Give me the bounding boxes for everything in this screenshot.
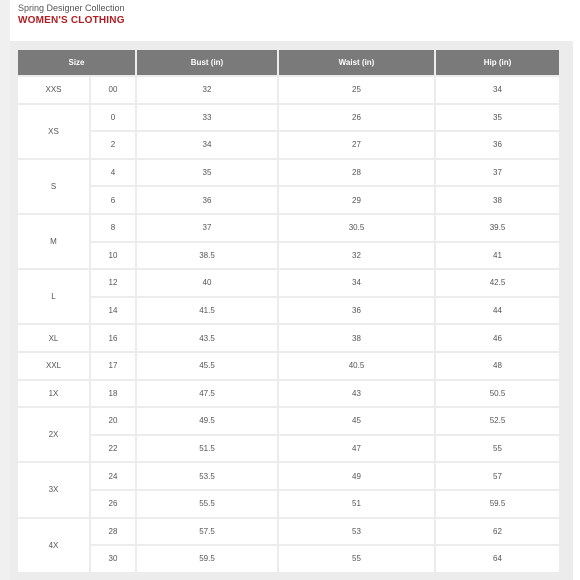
bust-cell: 37: [137, 215, 277, 241]
size-letter-cell: S: [18, 160, 89, 213]
size-number-cell: 18: [91, 381, 135, 407]
size-number-cell: 28: [91, 519, 135, 545]
size-number-cell: 4: [91, 160, 135, 186]
table-row: [18, 519, 559, 545]
table-row: [18, 160, 559, 186]
table-row: [18, 381, 559, 407]
table-row: [18, 298, 559, 324]
table-row: [18, 243, 559, 269]
table-row: [18, 325, 559, 351]
bust-cell: 32: [137, 77, 277, 103]
size-number-cell: 22: [91, 436, 135, 462]
size-number-cell: 00: [91, 77, 135, 103]
size-number-cell: 30: [91, 546, 135, 572]
size-letter-cell: 2X: [18, 408, 89, 461]
waist-cell: 49: [279, 463, 434, 489]
bust-cell: 57.5: [137, 519, 277, 545]
collection-subtitle: Spring Designer Collection: [18, 3, 125, 13]
bust-cell: 40: [137, 270, 277, 296]
waist-cell: 55: [279, 546, 434, 572]
bust-cell: 35: [137, 160, 277, 186]
hip-cell: 36: [436, 132, 559, 158]
waist-cell: 25: [279, 77, 434, 103]
bust-cell: 34: [137, 132, 277, 158]
column-header-waist: Waist (in): [279, 50, 434, 75]
table-row: [18, 408, 559, 434]
hip-cell: 44: [436, 298, 559, 324]
size-chart-table: [16, 48, 561, 574]
bust-cell: 49.5: [137, 408, 277, 434]
size-number-cell: 0: [91, 105, 135, 131]
size-letter-cell: XL: [18, 325, 89, 351]
page-title: WOMEN'S CLOTHING: [18, 15, 125, 26]
table-row: [18, 215, 559, 241]
size-letter-cell: M: [18, 215, 89, 268]
size-letter-cell: XS: [18, 105, 89, 158]
bust-cell: 33: [137, 105, 277, 131]
hip-cell: 64: [436, 546, 559, 572]
hip-cell: 34: [436, 77, 559, 103]
size-number-cell: 6: [91, 187, 135, 213]
bust-cell: 36: [137, 187, 277, 213]
table-row: [18, 491, 559, 517]
table-row: [18, 546, 559, 572]
waist-cell: 43: [279, 381, 434, 407]
size-number-cell: 10: [91, 243, 135, 269]
size-letter-cell: 4X: [18, 519, 89, 572]
size-number-cell: 26: [91, 491, 135, 517]
size-chart-body: [18, 77, 559, 572]
size-number-cell: 20: [91, 408, 135, 434]
bust-cell: 41.5: [137, 298, 277, 324]
waist-cell: 27: [279, 132, 434, 158]
size-number-cell: 16: [91, 325, 135, 351]
table-header-row: [18, 50, 559, 75]
hip-cell: 59.5: [436, 491, 559, 517]
hip-cell: 35: [436, 105, 559, 131]
table-row: [18, 463, 559, 489]
waist-cell: 30.5: [279, 215, 434, 241]
hip-cell: 37: [436, 160, 559, 186]
bust-cell: 38.5: [137, 243, 277, 269]
waist-cell: 26: [279, 105, 434, 131]
waist-cell: 34: [279, 270, 434, 296]
waist-cell: 36: [279, 298, 434, 324]
table-row: [18, 105, 559, 131]
hip-cell: 42.5: [436, 270, 559, 296]
size-letter-cell: XXL: [18, 353, 89, 379]
size-letter-cell: 1X: [18, 381, 89, 407]
hip-cell: 46: [436, 325, 559, 351]
hip-cell: 41: [436, 243, 559, 269]
size-letter-cell: L: [18, 270, 89, 323]
hip-cell: 57: [436, 463, 559, 489]
waist-cell: 28: [279, 160, 434, 186]
waist-cell: 53: [279, 519, 434, 545]
hip-cell: 62: [436, 519, 559, 545]
size-number-cell: 8: [91, 215, 135, 241]
waist-cell: 38: [279, 325, 434, 351]
size-number-cell: 2: [91, 132, 135, 158]
waist-cell: 29: [279, 187, 434, 213]
bust-cell: 55.5: [137, 491, 277, 517]
waist-cell: 51: [279, 491, 434, 517]
bust-cell: 51.5: [137, 436, 277, 462]
column-header-size: Size: [18, 50, 135, 75]
bust-cell: 43.5: [137, 325, 277, 351]
waist-cell: 45: [279, 408, 434, 434]
table-row: [18, 77, 559, 103]
waist-cell: 40.5: [279, 353, 434, 379]
bust-cell: 59.5: [137, 546, 277, 572]
hip-cell: 50.5: [436, 381, 559, 407]
hip-cell: 38: [436, 187, 559, 213]
table-row: [18, 436, 559, 462]
size-number-cell: 14: [91, 298, 135, 324]
column-header-bust: Bust (in): [137, 50, 277, 75]
size-letter-cell: XXS: [18, 77, 89, 103]
size-letter-cell: 3X: [18, 463, 89, 516]
bust-cell: 53.5: [137, 463, 277, 489]
hip-cell: 39.5: [436, 215, 559, 241]
hip-cell: 48: [436, 353, 559, 379]
table-row: [18, 353, 559, 379]
size-number-cell: 12: [91, 270, 135, 296]
table-row: [18, 270, 559, 296]
table-row: [18, 132, 559, 158]
bust-cell: 47.5: [137, 381, 277, 407]
waist-cell: 47: [279, 436, 434, 462]
bust-cell: 45.5: [137, 353, 277, 379]
table-row: [18, 187, 559, 213]
hip-cell: 52.5: [436, 408, 559, 434]
size-number-cell: 17: [91, 353, 135, 379]
size-number-cell: 24: [91, 463, 135, 489]
waist-cell: 32: [279, 243, 434, 269]
column-header-hip: Hip (in): [436, 50, 559, 75]
hip-cell: 55: [436, 436, 559, 462]
